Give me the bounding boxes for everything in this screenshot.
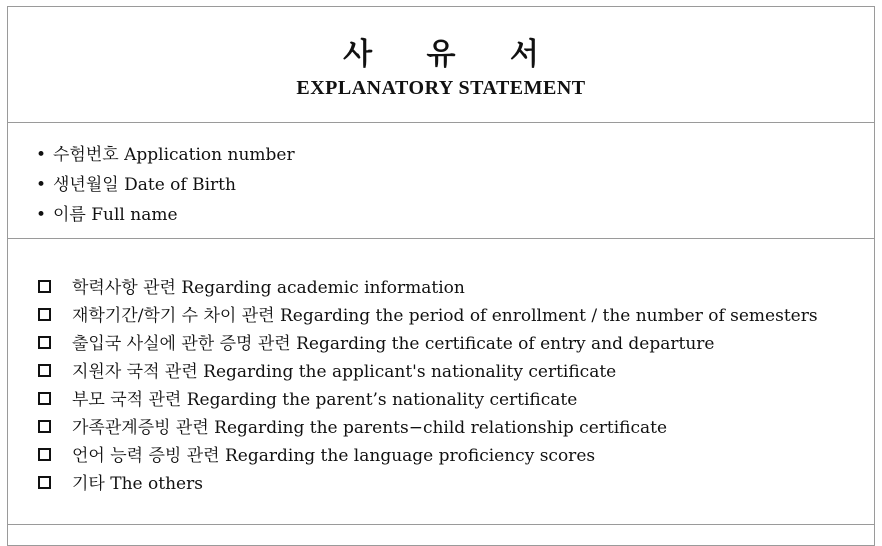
checkbox-icon[interactable] <box>38 336 51 349</box>
info-full-name <box>36 200 178 225</box>
reason-language-proficiency[interactable] <box>38 441 595 466</box>
statement-form <box>7 6 875 546</box>
reason-parent-nationality[interactable] <box>38 385 577 410</box>
checkbox-icon[interactable] <box>38 308 51 321</box>
reason-label: 학력사항 관련 Regarding academic information <box>72 278 465 298</box>
reason-entry-departure[interactable] <box>38 329 714 354</box>
reason-label: 부모 국적 관련 Regarding the parent’s nationality certificate <box>72 390 578 410</box>
bullet-icon: • <box>36 175 47 195</box>
info-label: 이름 Full name <box>53 205 178 225</box>
reason-family-relationship[interactable] <box>38 413 667 438</box>
bullet-icon: • <box>36 145 47 165</box>
checkbox-icon[interactable] <box>38 420 51 433</box>
reason-label: 언어 능력 증빙 관련 Regarding the language proficiency scores <box>72 446 596 466</box>
reason-label: 기타 The others <box>72 474 203 494</box>
info-label: 수험번호 Application number <box>53 145 295 165</box>
reason-applicant-nationality[interactable] <box>38 357 616 382</box>
bullet-icon: • <box>36 205 47 225</box>
info-label: 생년월일 Date of Birth <box>53 175 236 195</box>
reason-checklist <box>8 238 874 525</box>
checkbox-icon[interactable] <box>38 448 51 461</box>
checkbox-icon[interactable] <box>38 392 51 405</box>
checkbox-icon[interactable] <box>38 364 51 377</box>
title-english: EXPLANATORY STATEMENT <box>296 77 586 99</box>
reason-label: 지원자 국적 관련 Regarding the applicant's nationality certificate <box>72 362 617 382</box>
reason-enrollment-period[interactable] <box>38 301 818 326</box>
reason-label: 출입국 사실에 관한 증명 관련 Regarding the certificate of entry and departure <box>72 334 715 354</box>
reason-label: 재학기간/학기 수 차이 관련 Regarding the period of enrollment / the number of semesters <box>72 306 818 326</box>
applicant-info-section <box>8 122 874 239</box>
reason-others[interactable] <box>38 469 203 494</box>
reason-label: 가족관계증빙 관련 Regarding the parents−child relationship certificate <box>72 418 668 438</box>
form-header <box>8 7 874 123</box>
info-date-of-birth <box>36 170 236 195</box>
info-application-number <box>36 140 295 165</box>
checkbox-icon[interactable] <box>38 476 51 489</box>
reason-academic-information[interactable] <box>38 273 465 298</box>
title-korean: 사 유 서 <box>343 37 561 72</box>
checkbox-icon[interactable] <box>38 280 51 293</box>
